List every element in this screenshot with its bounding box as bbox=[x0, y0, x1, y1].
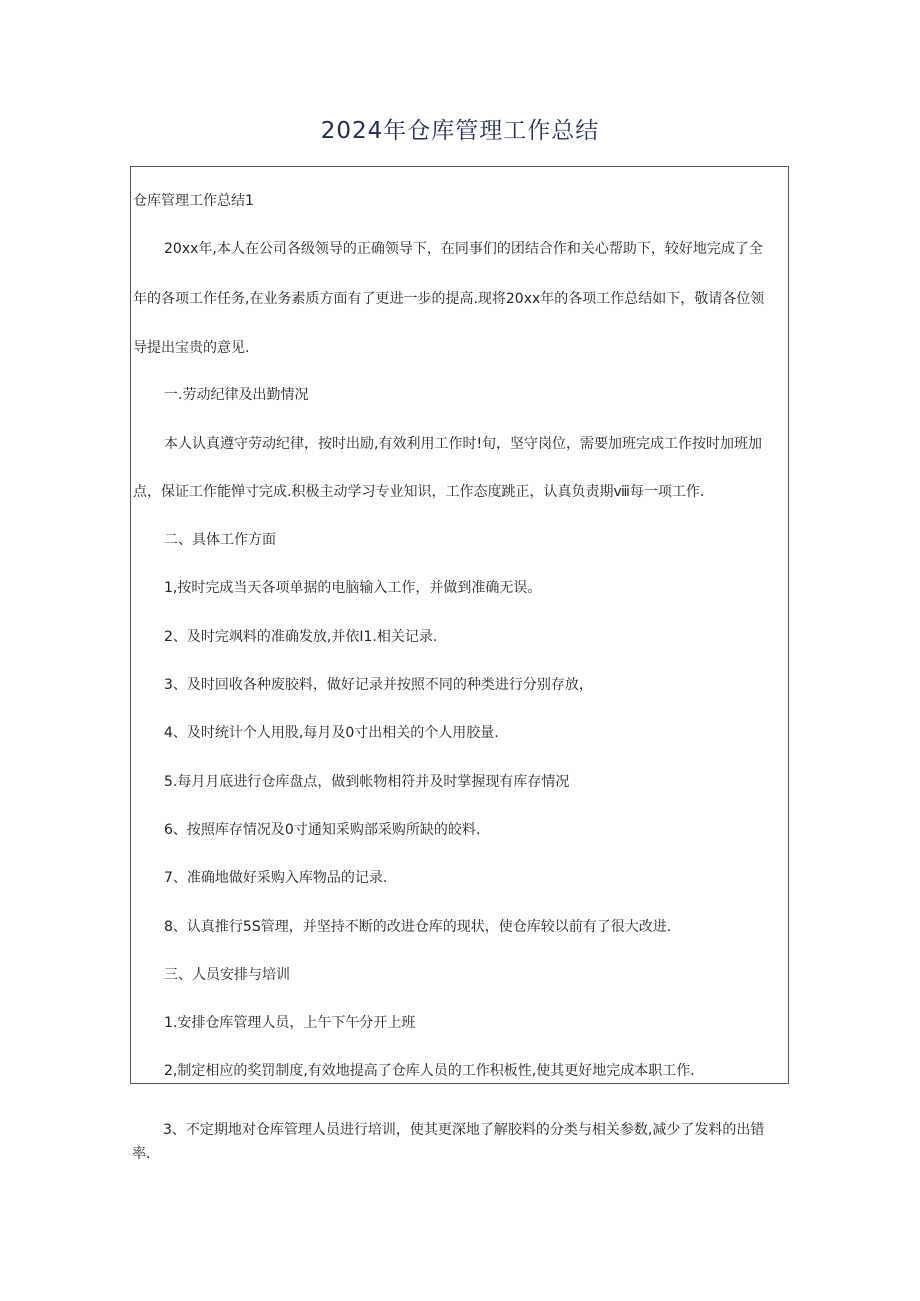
content-frame bbox=[130, 166, 789, 1084]
part1-heading: 一.劳动纪律及出勤情况 bbox=[164, 387, 309, 403]
part3-item-1: 1.安排仓库管理人员，上午下午分开上班 bbox=[164, 1015, 416, 1031]
section-heading: 仓库管理工作总结1 bbox=[133, 193, 254, 209]
intro-line-2: 年的各项工作任务,在业务素质方面有了更进一步的提高.现将20xx年的各项工作总结如下，敬请各位领 bbox=[133, 291, 765, 307]
part2-item-2: 2、及时完飒料的准确发放,并依I1.相关记录. bbox=[164, 629, 438, 645]
part2-item-5: 5.每月月底进行仓库盘点，做到帐物相符并及时掌握现有库存情况 bbox=[164, 774, 570, 790]
part1-line-2: 点，保证工作能惮寸完成.积极主动学习专业知识，工作态度跳正，认真负责期ⅷ每一项工作. bbox=[133, 484, 705, 500]
part2-item-4: 4、及时统计个人用股,每月及0寸出相关的个人用胶量. bbox=[164, 725, 499, 741]
intro-line-1: 20xx年,本人在公司各级领导的正确领导下，在同事们的团结合作和关心帮助下，较好地完成了全 bbox=[164, 241, 763, 257]
part3-heading: 三、人员安排与培训 bbox=[164, 967, 290, 983]
after-box-line-2: 率. bbox=[132, 1146, 151, 1162]
part2-item-6: 6、按照库存情况及0寸通知采购部采购所缺的皎料. bbox=[164, 822, 481, 838]
part2-item-3: 3、及时回收各种废胶料，做好记录并按照不同的种类进行分别存放， bbox=[164, 677, 593, 693]
part3-item-2: 2,制定相应的奖罚制度,有效地提高了仓库人员的工作积板性,使其更好地完成本职工作. bbox=[164, 1063, 695, 1079]
part2-item-1: 1,按时完成当天各项单据的电脑输入工作，并做到准确无误。 bbox=[164, 580, 542, 596]
part2-heading: 二、具体工作方面 bbox=[164, 532, 276, 548]
after-box-line-1: 3、不定期地对仓库管理人员进行培训，使其更深地了解胶料的分类与相关参数,减少了发料的出错 bbox=[163, 1122, 765, 1138]
part2-item-8: 8、认真推行5S管理，并坚持不断的改进仓库的现状，使仓库较以前有了很大改进. bbox=[164, 919, 672, 935]
document-title: 2024年仓库管理工作总结 bbox=[320, 118, 600, 144]
part1-line-1: 本人认真遵守劳动纪律，按时出励,有效利用工作时!旬，坚守岗位，需要加班完成工作按时加班加 bbox=[164, 436, 763, 452]
part2-item-7: 7、准确地做好采购入库物品的记录. bbox=[164, 870, 388, 886]
intro-line-3: 导提出宝贵的意见. bbox=[133, 340, 250, 356]
